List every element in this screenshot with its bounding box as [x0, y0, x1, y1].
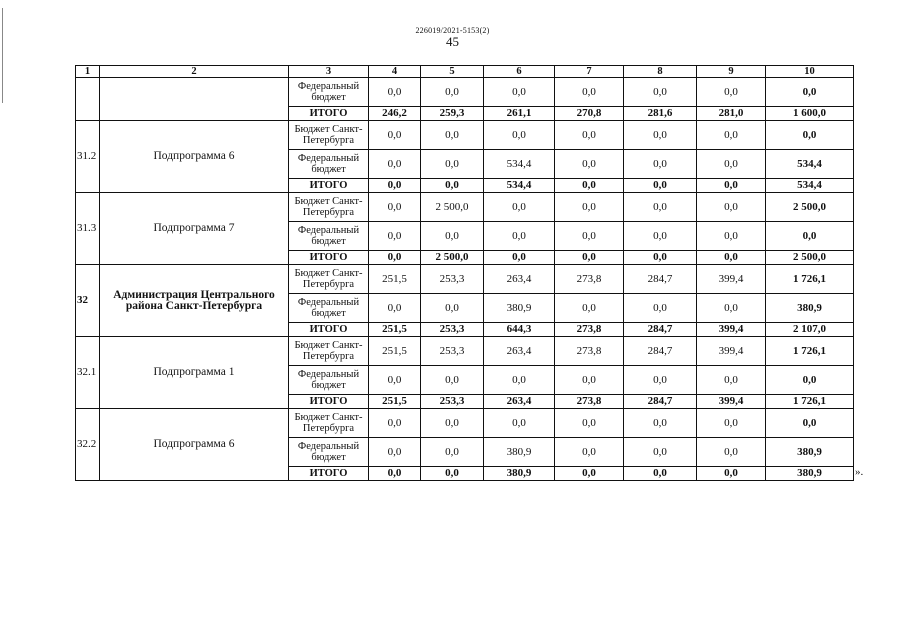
column-header: 10 — [766, 66, 854, 78]
row-code: 32.2 — [76, 409, 100, 481]
table-row — [76, 193, 854, 222]
row-program-name: Подпрограмма 7 — [100, 193, 289, 265]
funding-source: Федеральный бюджет — [289, 294, 369, 323]
year-value-cell: 399,4 — [697, 323, 766, 337]
year-value-cell: 284,7 — [624, 265, 697, 294]
year-value-cell: 399,4 — [697, 395, 766, 409]
year-value-cell: 253,3 — [421, 265, 484, 294]
year-value-cell: 253,3 — [421, 337, 484, 366]
year-value-cell: 644,3 — [484, 323, 555, 337]
year-value-cell: 0,0 — [624, 78, 697, 107]
year-value-cell: 399,4 — [697, 265, 766, 294]
year-value-cell: 0,0 — [421, 179, 484, 193]
funding-source: Бюджет Санкт-Петербурга — [289, 193, 369, 222]
year-value-cell: 0,0 — [624, 294, 697, 323]
year-value-cell: 273,8 — [555, 337, 624, 366]
year-value-cell: 251,5 — [369, 337, 421, 366]
year-value-cell: 0,0 — [484, 78, 555, 107]
year-value-cell: 0,0 — [369, 193, 421, 222]
budget-table — [75, 65, 854, 481]
table-row — [76, 121, 854, 150]
year-value-cell: 0,0 — [624, 438, 697, 467]
year-value-cell: 281,0 — [697, 107, 766, 121]
total-cell: 2 107,0 — [766, 323, 854, 337]
funding-source: ИТОГО — [289, 179, 369, 193]
year-value-cell: 0,0 — [555, 409, 624, 438]
total-cell: 1 600,0 — [766, 107, 854, 121]
year-value-cell: 380,9 — [484, 467, 555, 481]
closing-quote: ». — [855, 466, 864, 478]
year-value-cell: 0,0 — [697, 294, 766, 323]
total-cell: 380,9 — [766, 467, 854, 481]
total-cell: 0,0 — [766, 222, 854, 251]
year-value-cell: 253,3 — [421, 395, 484, 409]
year-value-cell: 0,0 — [555, 294, 624, 323]
total-cell: 0,0 — [766, 409, 854, 438]
total-cell: 0,0 — [766, 78, 854, 107]
row-program-name — [100, 78, 289, 121]
column-header: 2 — [100, 66, 289, 78]
year-value-cell: 0,0 — [484, 366, 555, 395]
year-value-cell: 0,0 — [624, 467, 697, 481]
document-number: 226019/2021-5153(2) — [415, 26, 490, 35]
table-row — [76, 78, 854, 107]
column-header: 1 — [76, 66, 100, 78]
row-code — [76, 78, 100, 121]
year-value-cell: 0,0 — [697, 179, 766, 193]
year-value-cell: 0,0 — [369, 78, 421, 107]
year-value-cell: 0,0 — [421, 366, 484, 395]
year-value-cell: 0,0 — [697, 467, 766, 481]
year-value-cell: 0,0 — [624, 121, 697, 150]
year-value-cell: 251,5 — [369, 323, 421, 337]
funding-source: Федеральный бюджет — [289, 222, 369, 251]
year-value-cell: 246,2 — [369, 107, 421, 121]
year-value-cell: 0,0 — [555, 150, 624, 179]
year-value-cell: 0,0 — [555, 78, 624, 107]
year-value-cell: 0,0 — [369, 294, 421, 323]
year-value-cell: 0,0 — [555, 251, 624, 265]
year-value-cell: 0,0 — [421, 121, 484, 150]
year-value-cell: 0,0 — [624, 179, 697, 193]
year-value-cell: 0,0 — [369, 150, 421, 179]
total-cell: 534,4 — [766, 150, 854, 179]
column-header: 8 — [624, 66, 697, 78]
year-value-cell: 0,0 — [624, 150, 697, 179]
year-value-cell: 0,0 — [555, 222, 624, 251]
year-value-cell: 270,8 — [555, 107, 624, 121]
row-code: 31.3 — [76, 193, 100, 265]
year-value-cell: 0,0 — [369, 179, 421, 193]
row-program-name: Администрация Центрального района Санкт-Петербурга — [100, 265, 289, 337]
year-value-cell: 0,0 — [369, 222, 421, 251]
year-value-cell: 0,0 — [624, 251, 697, 265]
year-value-cell: 380,9 — [484, 294, 555, 323]
year-value-cell: 263,4 — [484, 395, 555, 409]
year-value-cell: 0,0 — [421, 150, 484, 179]
year-value-cell: 0,0 — [555, 179, 624, 193]
year-value-cell: 0,0 — [555, 366, 624, 395]
funding-source: ИТОГО — [289, 323, 369, 337]
row-program-name: Подпрограмма 1 — [100, 337, 289, 409]
year-value-cell: 2 500,0 — [421, 193, 484, 222]
year-value-cell: 0,0 — [697, 438, 766, 467]
year-value-cell: 0,0 — [555, 121, 624, 150]
year-value-cell: 0,0 — [697, 366, 766, 395]
year-value-cell: 0,0 — [555, 193, 624, 222]
year-value-cell: 0,0 — [369, 438, 421, 467]
funding-source: ИТОГО — [289, 467, 369, 481]
year-value-cell: 0,0 — [421, 467, 484, 481]
year-value-cell: 0,0 — [369, 467, 421, 481]
funding-source: ИТОГО — [289, 251, 369, 265]
table-row — [76, 265, 854, 294]
year-value-cell: 284,7 — [624, 337, 697, 366]
funding-source: Бюджет Санкт-Петербурга — [289, 409, 369, 438]
column-header: 7 — [555, 66, 624, 78]
column-header: 5 — [421, 66, 484, 78]
year-value-cell: 0,0 — [421, 294, 484, 323]
table-row — [76, 409, 854, 438]
year-value-cell: 0,0 — [484, 193, 555, 222]
year-value-cell: 0,0 — [697, 222, 766, 251]
year-value-cell: 380,9 — [484, 438, 555, 467]
year-value-cell: 0,0 — [624, 222, 697, 251]
funding-source: Федеральный бюджет — [289, 438, 369, 467]
row-code: 31.2 — [76, 121, 100, 193]
total-cell: 2 500,0 — [766, 193, 854, 222]
row-program-name: Подпрограмма 6 — [100, 121, 289, 193]
funding-source: Федеральный бюджет — [289, 150, 369, 179]
total-cell: 380,9 — [766, 294, 854, 323]
funding-source: ИТОГО — [289, 395, 369, 409]
year-value-cell: 0,0 — [421, 78, 484, 107]
funding-source: Бюджет Санкт-Петербурга — [289, 337, 369, 366]
year-value-cell: 0,0 — [421, 438, 484, 467]
year-value-cell: 0,0 — [555, 467, 624, 481]
year-value-cell: 0,0 — [624, 366, 697, 395]
year-value-cell: 0,0 — [421, 409, 484, 438]
year-value-cell: 0,0 — [369, 366, 421, 395]
year-value-cell: 0,0 — [369, 121, 421, 150]
column-header: 9 — [697, 66, 766, 78]
page-number: 45 — [446, 34, 459, 49]
year-value-cell: 253,3 — [421, 323, 484, 337]
year-value-cell: 0,0 — [484, 121, 555, 150]
scan-margin-line — [2, 8, 5, 103]
year-value-cell: 273,8 — [555, 323, 624, 337]
year-value-cell: 0,0 — [369, 409, 421, 438]
funding-source: Бюджет Санкт-Петербурга — [289, 121, 369, 150]
year-value-cell: 0,0 — [421, 222, 484, 251]
total-cell: 1 726,1 — [766, 265, 854, 294]
year-value-cell: 534,4 — [484, 150, 555, 179]
year-value-cell: 263,4 — [484, 337, 555, 366]
year-value-cell: 0,0 — [697, 150, 766, 179]
year-value-cell: 0,0 — [369, 251, 421, 265]
year-value-cell: 0,0 — [697, 251, 766, 265]
funding-source: Федеральный бюджет — [289, 78, 369, 107]
year-value-cell: 534,4 — [484, 179, 555, 193]
year-value-cell: 0,0 — [484, 222, 555, 251]
year-value-cell: 0,0 — [624, 409, 697, 438]
table-row — [76, 337, 854, 366]
column-header: 3 — [289, 66, 369, 78]
year-value-cell: 0,0 — [697, 78, 766, 107]
year-value-cell: 284,7 — [624, 323, 697, 337]
total-cell: 534,4 — [766, 179, 854, 193]
year-value-cell: 281,6 — [624, 107, 697, 121]
year-value-cell: 0,0 — [624, 193, 697, 222]
total-cell: 380,9 — [766, 438, 854, 467]
row-program-name: Подпрограмма 6 — [100, 409, 289, 481]
year-value-cell: 284,7 — [624, 395, 697, 409]
table-header-row — [76, 66, 854, 78]
year-value-cell: 0,0 — [697, 193, 766, 222]
total-cell: 0,0 — [766, 121, 854, 150]
total-cell: 0,0 — [766, 366, 854, 395]
year-value-cell: 0,0 — [697, 409, 766, 438]
column-header: 4 — [369, 66, 421, 78]
year-value-cell: 261,1 — [484, 107, 555, 121]
year-value-cell: 0,0 — [697, 121, 766, 150]
year-value-cell: 273,8 — [555, 395, 624, 409]
row-code: 32.1 — [76, 337, 100, 409]
funding-source: ИТОГО — [289, 107, 369, 121]
year-value-cell: 273,8 — [555, 265, 624, 294]
funding-source: Федеральный бюджет — [289, 366, 369, 395]
column-header: 6 — [484, 66, 555, 78]
year-value-cell: 251,5 — [369, 395, 421, 409]
year-value-cell: 2 500,0 — [421, 251, 484, 265]
total-cell: 1 726,1 — [766, 337, 854, 366]
year-value-cell: 0,0 — [484, 251, 555, 265]
funding-source: Бюджет Санкт-Петербурга — [289, 265, 369, 294]
year-value-cell: 263,4 — [484, 265, 555, 294]
year-value-cell: 399,4 — [697, 337, 766, 366]
year-value-cell: 0,0 — [484, 409, 555, 438]
total-cell: 1 726,1 — [766, 395, 854, 409]
total-cell: 2 500,0 — [766, 251, 854, 265]
row-code: 32 — [76, 265, 100, 337]
year-value-cell: 259,3 — [421, 107, 484, 121]
year-value-cell: 251,5 — [369, 265, 421, 294]
year-value-cell: 0,0 — [555, 438, 624, 467]
